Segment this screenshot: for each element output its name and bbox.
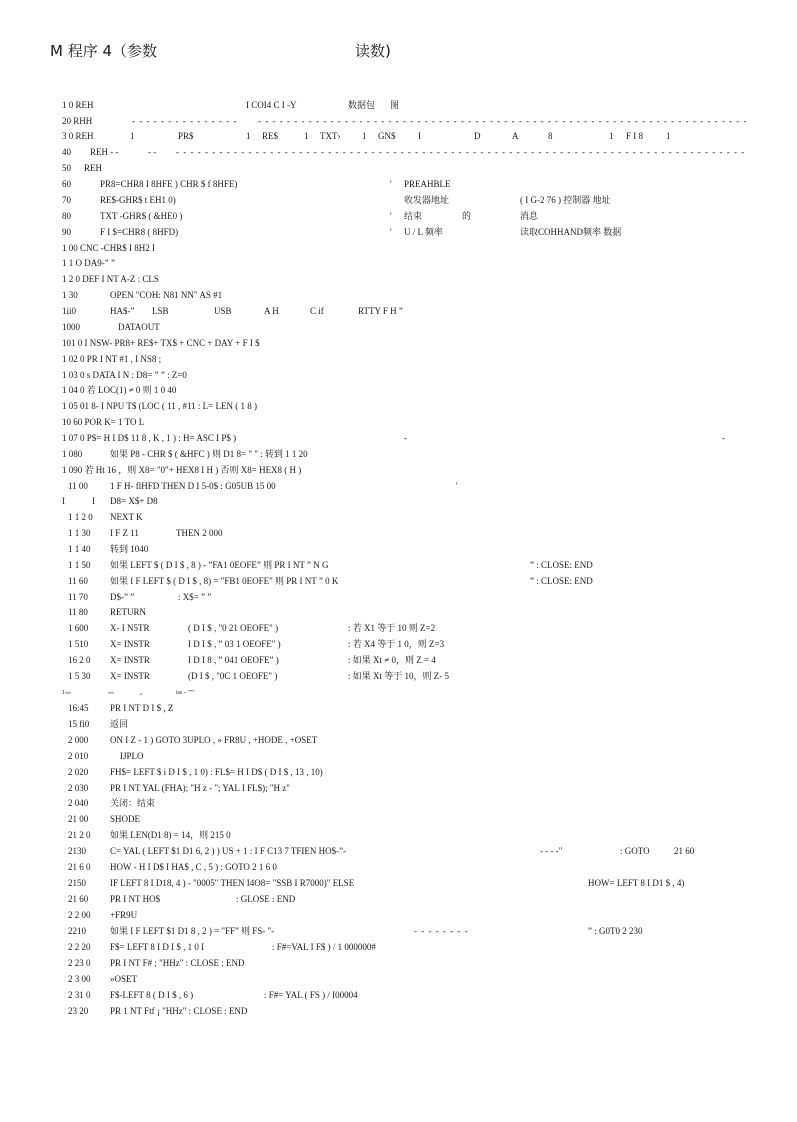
code-line-53-part-1: F$= LEFT 8 I D I $ , 1 0 I [110, 942, 205, 952]
code-line-0-part-0: 1 0 REH [62, 100, 94, 110]
code-line-6-part-3: ( I G-2 76 ) 控制器 地址 [520, 195, 611, 205]
code-line-7-part-3: 结束 [404, 211, 423, 221]
code-line-36-part-2: (D I $ , "0C 1 OEOFE" ) [188, 671, 278, 681]
code-line-52-part-3: ” : G0T0 2 230 [588, 926, 643, 936]
code-line-30-part-1: 如果 I F LEFT $ ( D I $ , 8) = "FB1 0EOFE" 则 PR I NT ” 0 K [110, 576, 339, 586]
code-line-2-part-4: RE$ [262, 131, 279, 141]
code-line-29-part-2: ” : CLOSE: END [530, 560, 593, 570]
code-line-50-part-1: PR I NT HO$ [110, 894, 161, 904]
code-line-52-part-0: 2210 [68, 926, 86, 936]
code-line-48-part-1: HOW - H I D$ I HA$ , C , 5 ) : GOTO 2 1 6 0 [110, 862, 277, 872]
code-line-2-part-13: 1 [609, 131, 614, 141]
code-line-2-part-12: 8 [548, 131, 553, 141]
code-line-1-part-1: - - - - - - - - - - - - - - - [132, 116, 238, 126]
code-line-33-part-0: 1 600 [68, 623, 89, 633]
code-line-45-part-0: 21 00 [68, 814, 89, 824]
code-line-13-part-6: RTTY F H ” [358, 306, 403, 316]
code-line-25-part-1: I [92, 496, 95, 506]
code-line-7-part-1: TXT -GHR$ ( &HE0 ) [100, 211, 183, 221]
code-line-34-part-2: I D I $ , ” 03 1 OEOFE" ) [188, 639, 281, 649]
code-line-39-part-1: 返回 [110, 719, 129, 729]
code-line-19-part-0: 1 05 01 8- I NPU T$ (LOC ( 11 , #11 : L= LEN ( 1 8 ) [62, 401, 257, 411]
code-line-37-part-1: »» [108, 690, 114, 696]
code-line-0-part-3: 图 [390, 100, 400, 110]
code-line-35-part-3: : 如果 Xt ≠ 0，则 Z = 4 [348, 655, 436, 665]
code-line-8-part-0: 90 [62, 227, 71, 237]
code-line-33-part-1: X- I N5TR [110, 623, 150, 633]
code-line-5-part-3: PREAHBLE [404, 179, 451, 189]
code-line-2-part-1: 1 [130, 131, 135, 141]
code-line-13-part-5: C if [310, 306, 324, 316]
code-line-43-part-0: 2 030 [68, 783, 89, 793]
code-line-55-part-1: »OSET [110, 974, 137, 984]
code-line-0-part-1: I COI4 C I -Y [246, 100, 297, 110]
code-line-8-part-1: F I $=CHR8 ( 8HFD) [100, 227, 179, 237]
code-line-44-part-0: 2 040 [68, 798, 89, 808]
code-line-52-part-1: 如果 I F LEFT $1 D1 8 , 2 ) = "FF" 则 FS- "- [110, 926, 275, 936]
code-line-18-part-0: 1 04 0 若 LOC(1) ≠ 0 则 1 0 40 [62, 385, 177, 395]
code-line-47-part-4: 21 60 [674, 846, 695, 856]
code-line-17-part-0: 1 03 0 s DATA I N : D8= ” ” : Z=0 [62, 370, 187, 380]
code-line-32-part-0: 11 80 [68, 607, 88, 617]
code-line-56-part-0: 2 31 0 [68, 990, 91, 1000]
code-line-6-part-0: 70 [62, 195, 71, 205]
code-line-4-part-1: REH [84, 163, 102, 173]
code-line-45-part-1: SHODE [110, 814, 141, 824]
code-line-12-part-1: OPEN "COH: N81 NN" AS #1 [110, 290, 223, 300]
code-line-7-part-5: 消息 [520, 211, 539, 221]
code-line-22-part-1: 如果 P8 - CHR $ ( &HFC ) 则 D1 8= " " : 转到 1 1 20 [110, 449, 308, 459]
code-line-31-part-0: 11 70 [68, 592, 88, 602]
code-line-1-part-2: - - - - - - - - - - - - - - - - - - - - - - - - - - - - - - - - - - - - - - - - - - - - - - - - - - - - - - - - - - - - - - - - - - - - [258, 116, 748, 126]
code-line-28-part-1: 转到 1040 [110, 544, 149, 554]
code-line-49-part-1: IF LEFT 8 I D18, 4 ) - "0005" THEN I4O8= "SSB I R7000)" ELSE [110, 878, 355, 888]
code-line-2-part-3: 1 [246, 131, 251, 141]
code-line-26-part-1: NEXT K [110, 512, 143, 522]
code-line-34-part-1: X= INSTR [110, 639, 150, 649]
code-line-25-part-0: I [62, 496, 65, 506]
code-line-2-part-2: PR$ [178, 131, 194, 141]
code-line-21-part-2: - [722, 433, 725, 443]
code-line-20-part-0: 10 60 POR K= 1 TO L [62, 417, 145, 427]
code-line-35-part-1: X= INSTR [110, 655, 150, 665]
code-line-52-part-2: - - - - - - - - [414, 926, 469, 936]
code-line-46-part-1: 如果 LEN(D1 8) = 14，则 215 0 [110, 830, 231, 840]
code-line-36-part-1: X= INSTR [110, 671, 150, 681]
code-line-37-part-3: iss - """ [176, 690, 195, 696]
code-line-51-part-1: +FR9U [110, 910, 138, 920]
code-line-36-part-3: : 如果 Xt 等于 10，则 Z- 5 [348, 671, 449, 681]
code-line-3-part-1: REH - - [90, 147, 119, 157]
code-line-53-part-2: : F#=VAL I F$ ) / 1 000000# [272, 942, 376, 952]
code-line-37-part-0: 1«» [62, 690, 71, 696]
code-line-38-part-1: PR I NT D I $ , Z [110, 703, 174, 713]
code-line-5-part-0: 60 [62, 179, 71, 189]
code-line-54-part-0: 2 23 0 [68, 958, 91, 968]
code-line-13-part-1: HA$-” [110, 306, 135, 316]
page-title: M 程序 4（参数 [50, 42, 158, 60]
code-line-16-part-0: 1 02 0 PR I NT #1 , I NS8 ; [62, 354, 162, 364]
code-line-1-part-0: 20 RHH [62, 116, 93, 126]
code-line-27-part-0: 1 1 30 [68, 528, 91, 538]
code-line-12-part-0: 1 30 [62, 290, 78, 300]
code-line-29-part-0: 1 1 50 [68, 560, 91, 570]
code-line-24-part-2: ' [456, 481, 458, 491]
code-line-34-part-3: : 若 X4 等于 1 0，则 Z=3 [348, 639, 445, 649]
code-line-42-part-1: FH$= LEFT $ i D I $ , 1 0) : FL$= H I D$ ( D I $ , 13 , 10) [110, 767, 323, 777]
code-line-27-part-2: THEN 2 000 [176, 528, 223, 538]
code-line-35-part-2: I D I 8 , ” 041 OEOFE” ) [188, 655, 279, 665]
code-line-56-part-1: F$-LEFT 8 ( D I $ , 6 ) [110, 990, 194, 1000]
code-line-7-part-0: 80 [62, 211, 71, 221]
code-line-42-part-0: 2 020 [68, 767, 89, 777]
code-line-56-part-2: : F#= YAL ( FS ) / I00004 [264, 990, 358, 1000]
code-line-22-part-0: 1 080 [62, 449, 83, 459]
code-line-26-part-0: 1 1 2 0 [68, 512, 93, 522]
code-line-55-part-0: 2 3 00 [68, 974, 91, 984]
code-line-57-part-1: PR 1 NT Ftf ¡ "HHz" : CLOSE : END [110, 1006, 248, 1016]
code-line-13-part-0: 1ii0 [62, 306, 77, 316]
code-line-46-part-0: 21 2 0 [68, 830, 91, 840]
code-line-14-part-1: DATAOUT [118, 322, 160, 332]
code-line-21-part-0: 1 07 0 P$= H I D$ 11 8 , K , 1 ) : H= ASC I P$ ) [62, 433, 237, 443]
code-line-53-part-0: 2 2 20 [68, 942, 91, 952]
code-line-51-part-0: 2 2 00 [68, 910, 91, 920]
code-line-54-part-1: PR I NT F# ; "HHz" : CLOSE : END [110, 958, 245, 968]
code-line-36-part-0: 1 5 30 [68, 671, 91, 681]
code-line-44-part-1: 关闭：结束 [110, 798, 156, 808]
code-line-47-part-3: : GOTO [620, 846, 650, 856]
code-line-7-part-2: ' [390, 211, 392, 221]
code-line-13-part-4: A H [264, 306, 279, 316]
page-title-suffix: 读数) [355, 42, 391, 60]
code-line-30-part-0: 11 60 [68, 576, 88, 586]
code-line-15-part-0: 101 0 I NSW- PR8+ RE$+ TX$ + CNC + DAY + F I $ [62, 338, 260, 348]
code-line-30-part-2: ” : CLOSE: END [530, 576, 593, 586]
code-line-24-part-1: 1 F H- flHFD THEN D I 5-0$ : G05UB 15 00 [110, 481, 276, 491]
code-line-8-part-2: ' [390, 227, 392, 237]
code-line-3-part-2: - - [148, 147, 157, 157]
code-line-48-part-0: 21 6 0 [68, 862, 91, 872]
code-line-2-part-10: D [474, 131, 481, 141]
code-line-2-part-9: I [418, 131, 421, 141]
code-line-23-part-0: 1 090 若 Ht 16 ，则 X8= "0"+ HEX8 I H ) 否则 X8= HEX8 ( H ) [62, 465, 302, 475]
code-line-25-part-2: D8= X$+ D8 [110, 496, 158, 506]
code-line-0-part-2: 数据包 [348, 100, 376, 110]
code-line-2-part-7: 1 [362, 131, 367, 141]
code-line-5-part-2: ' [390, 179, 392, 189]
code-line-47-part-0: 2130 [68, 846, 86, 856]
code-line-31-part-1: D$-” ” [110, 592, 135, 602]
code-line-49-part-2: HOW= LEFT 8 I D1 $ , 4) [588, 878, 685, 888]
code-line-10-part-0: 1 1 O DA9-” ” [62, 258, 115, 268]
code-line-50-part-2: : GLOSE : END [236, 894, 296, 904]
code-line-57-part-0: 23 20 [68, 1006, 89, 1016]
code-line-37-part-2: „ [140, 690, 143, 696]
code-line-31-part-2: : X$= ” ” [178, 592, 212, 602]
code-line-41-part-0: 2 010 [68, 751, 89, 761]
code-line-4-part-0: 50 [62, 163, 71, 173]
code-line-2-part-14: F I 8 [626, 131, 644, 141]
code-line-2-part-5: 1 [304, 131, 309, 141]
code-line-9-part-0: 1 00 CNC -CHR$ I 8H2 I [62, 243, 156, 253]
code-line-43-part-1: PR I NT YAL (FHA); "H z - "; YAL I FL$); "H z" [110, 783, 290, 793]
code-line-13-part-3: USB [214, 306, 232, 316]
code-line-29-part-1: 如果 LEFT $ ( D I $ , 8 ) - ”FA1 0EOFE” 则 PR I NT ” N G [110, 560, 329, 570]
code-line-6-part-1: RE$-GHR$ t EH1 0) [100, 195, 176, 205]
code-line-50-part-0: 21 60 [68, 894, 89, 904]
code-line-8-part-4: 读取COHHAND频率 数据 [520, 227, 622, 237]
code-line-3-part-3: - - - - - - - - - - - - - - - - - - - - - - - - - - - - - - - - - - - - - - - - - - - - - - - - - - - - - - - - - - - - - - - - - - - - - - - - - - - - - - - [176, 147, 746, 157]
code-line-41-part-1: IJPLO [120, 751, 144, 761]
code-line-2-part-8: GN$ [378, 131, 396, 141]
code-line-8-part-3: U / L 频率 [404, 227, 443, 237]
code-line-39-part-0: 15 fi0 [68, 719, 90, 729]
code-line-24-part-0: 11 00 [68, 481, 88, 491]
code-line-49-part-0: 2150 [68, 878, 86, 888]
code-line-38-part-0: 16:45 [68, 703, 89, 713]
code-line-14-part-0: 1000 [62, 322, 80, 332]
code-line-35-part-0: 16 2 0 [68, 655, 91, 665]
code-line-2-part-6: TXT› [320, 131, 341, 141]
code-line-40-part-1: ON I Z - 1 ) GOTO 3UPLO , » FR8U , +HODE , +OSET [110, 735, 318, 745]
code-line-34-part-0: 1 510 [68, 639, 89, 649]
code-line-5-part-1: PR8=CHR8 I 8HFE ) CHR $ f 8HFE) [100, 179, 238, 189]
code-line-27-part-1: I F Z 11 [110, 528, 139, 538]
code-line-21-part-1: - [404, 433, 407, 443]
code-line-33-part-3: : 若 X1 等于 10 则 Z=2 [348, 623, 436, 633]
code-line-7-part-4: 的 [462, 211, 472, 221]
code-line-2-part-0: 3 0 REH [62, 131, 94, 141]
code-line-47-part-2: - - - -" [540, 846, 563, 856]
code-line-33-part-2: ( D I $ , "0 21 OEOFE" ) [188, 623, 279, 633]
code-line-13-part-2: LSB [152, 306, 169, 316]
code-line-28-part-0: 1 1 40 [68, 544, 91, 554]
code-line-6-part-2: 收发器地址 [404, 195, 450, 205]
code-line-40-part-0: 2 000 [68, 735, 89, 745]
code-line-2-part-15: 1 [666, 131, 671, 141]
code-line-32-part-1: RETURN [110, 607, 146, 617]
code-line-47-part-1: C= YAL ( LEFT $1 D1 6, 2 ) ) US + 1 : I F C13 7 TFIEN HO$-”- [110, 846, 347, 856]
code-line-11-part-0: 1 2 0 DEF I NT A-Z : CLS [62, 274, 159, 284]
code-line-2-part-11: A [512, 131, 519, 141]
code-line-3-part-0: 40 [62, 147, 71, 157]
